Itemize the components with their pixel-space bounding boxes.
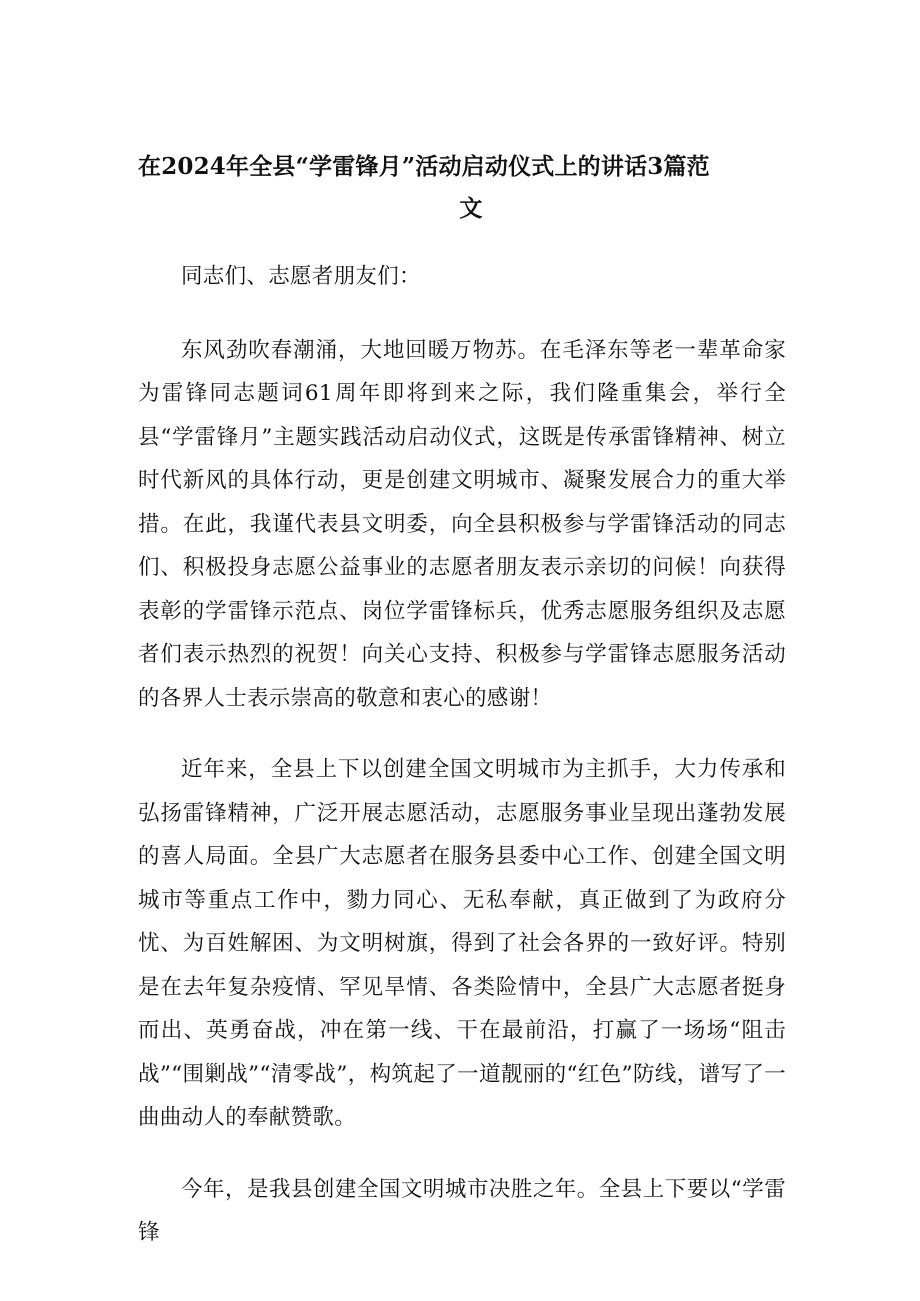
document-title: [138, 146, 786, 230]
paragraph-2: 近年来，全县上下以创建全国文明城市为主抓手，大力传承和弘扬雷锋精神，广泛开展志愿活动，志愿服务事业呈现出蓬勃发展的喜人局面。全县广大志愿者在服务县委中心工作、创建全国文明城市等重点工作中，勠力同心、无私奉献，真正做到了为政府分忧、为百姓解困、为文明树旗，得到了社会各界的一致好评。特别是在去年复杂疫情、罕见旱情、各类险情中，全县广大志愿者挺身而出、英勇奋战，冲在第一线、干在最前沿，打赢了一场场“阻击战”“围剿战”“清零战”，构筑起了一道靓丽的“红色”防线，谱写了一曲曲动人的奉献赞歌。: [138, 757, 786, 1130]
paragraph-3: 今年，是我县创建全国文明城市决胜之年。全县上下要以“学雷锋: [138, 1176, 786, 1245]
title-line-1: 在2024年全县“学雷锋月”活动启动仪式上的讲话3篇范: [138, 153, 710, 180]
paragraph-1: 东风劲吹春潮涌，大地回暖万物苏。在毛泽东等老一辈革命家为雷锋同志题词61周年即将到来之际，我们隆重集会，举行全县“学雷锋月”主题实践活动启动仪式，这既是传承雷锋精神、树立时代新风的具体行动，更是创建文明城市、凝聚发展合力的重大举措。在此，我谨代表县文明委，向全县积极参与学雷锋活动的同志们、积极投身志愿公益事业的志愿者朋友表示亲切的问候！向获得表彰的学雷锋示范点、岗位学雷锋标兵，优秀志愿服务组织及志愿者们表示热烈的祝贺！向关心支持、积极参与学雷锋志愿服务活动的各界人士表示崇高的敬意和衷心的感谢！: [138, 337, 786, 711]
title-line-2: 文: [459, 195, 483, 222]
greeting: 同志们、志愿者朋友们：: [181, 264, 421, 289]
document-body: [138, 255, 786, 1283]
